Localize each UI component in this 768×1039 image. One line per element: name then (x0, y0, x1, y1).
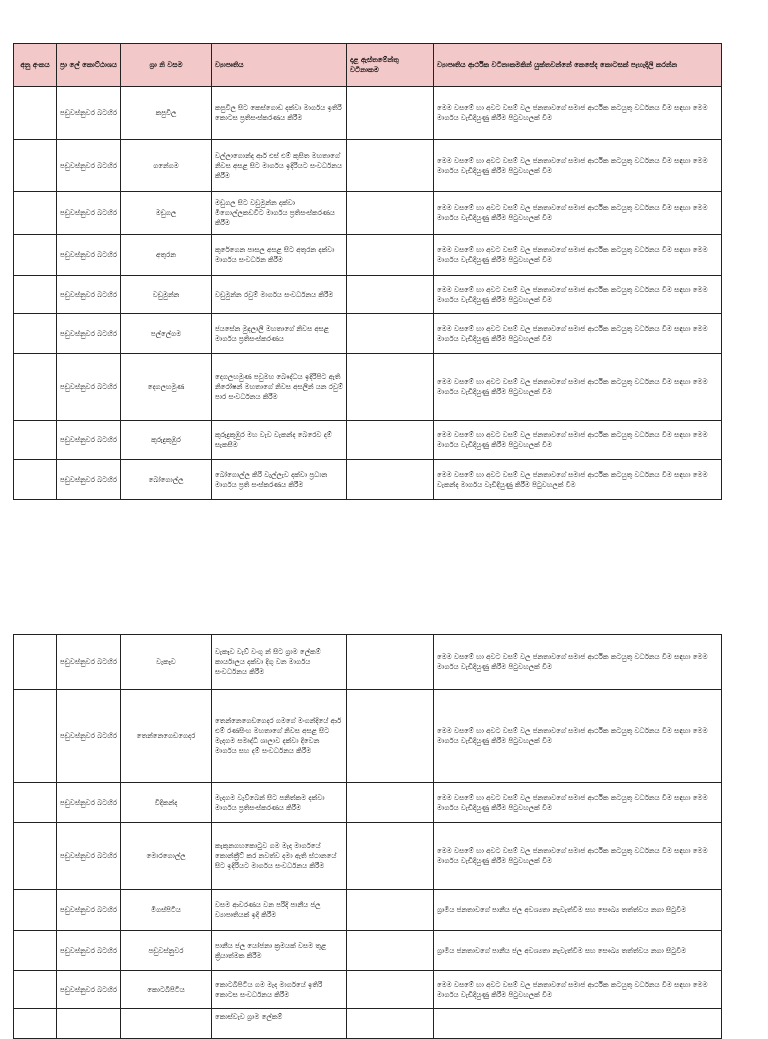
cell-estimated-cost (347, 823, 434, 890)
cell-division: පඩුවස්නුවර බටහිර (57, 87, 121, 140)
cell-estimated-cost (347, 690, 434, 783)
cell-gn-division: මඩුගල (121, 192, 212, 235)
cell-gn-division: මීගස්පිටිය (121, 890, 212, 931)
header-serial-no: අනු අංකය (14, 44, 57, 87)
table-row (14, 783, 722, 823)
cell-serial-no (14, 235, 57, 276)
cell-division: පඩුවස්නුවර බටහිර (57, 276, 121, 314)
cell-division: පඩුවස්නුවර බටහිර (57, 354, 121, 421)
cell-division: පඩුවස්නුවර බටහිර (57, 971, 121, 1009)
table-row (14, 890, 722, 931)
cell-project: මඩුගල සිට වඩුමුන්න දක්වා මීගොල්ලකඩවිට මාර්ගය ප්‍රතිසංස්කරණය කිරීම (212, 192, 347, 235)
cell-economic-benefit: මෙම වසමේ හා අවට වසම් වල ජනතාවගේ සමාජ ආර්ථික කටයුතු වර්ධනය වීම සඳහා මෙම මාර්ගය වැඩිදියුණු කිරීම පිටුවහලක් වීම (434, 314, 722, 354)
cell-serial-no (14, 140, 57, 192)
cell-serial-no (14, 87, 57, 140)
table-row (14, 823, 722, 890)
cell-serial-no (14, 192, 57, 235)
cell-serial-no (14, 890, 57, 931)
header-project: ව්‍යාපෘතිය (212, 44, 347, 87)
cell-serial-no (14, 460, 57, 500)
cell-economic-benefit: මෙම වසමේ හා අවට වසම් වල ජනතාවගේ සමාජ ආර්ථික කටයුතු වර්ධනය වීම සඳහා මෙම මාර්ගය වැඩිදියුණු කිරීම පිටුවහලක් වීම (434, 192, 722, 235)
cell-serial-no (14, 971, 57, 1009)
cell-project: ජයසේන මුදලාලි මහතාගේ නිවස අසළ මාර්ගය ප්‍රතිසංස්කරණය (212, 314, 347, 354)
cell-economic-benefit: මෙම වසමේ හා අවට වසම් වල ජනතාවගේ සමාජ ආර්ථික කටයුතු වර්ධනය වීම සඳහා මෙම මාර්ගය වැඩිදියුණු කිරීම පිටුවහලක් වීම (434, 971, 722, 1009)
cell-serial-no (14, 421, 57, 460)
cell-economic-benefit: මෙම වසමේ හා අවට වසම් වල ජනතාවගේ සමාජ ආර්ථික කටයුතු වර්ධනය වීම සඳහා මෙම මාර්ගය වැඩිදියුණු කිරීම පිටුවහලක් වීම (434, 823, 722, 890)
cell-project: පානීය ජල යෝජනා ක්‍රමයක් වසම තුළ ක්‍රියාත්මක කිරීම (212, 931, 347, 971)
header-gn-division: ග්‍රා නි වසම (121, 44, 212, 87)
cell-gn-division: කපුවිල (121, 87, 212, 140)
cell-serial-no (14, 783, 57, 823)
cell-project: කැකුනගහකොටුව ගම මැද මාර්ගයේ කොන්ක්‍රීට් කර නවත්ව දමා ඇති ස්ථානයේ සිට ඉදිරියට මාර්ගය සංවර්ධනය කිරීම (212, 823, 347, 890)
cell-gn-division: ගනේගම (121, 140, 212, 192)
table-row (14, 690, 722, 783)
cell-project: මැදගම වැව්බෙන් සිට පනිත්කම දක්වා මාර්ගය ප්‍රතිසංස්කරණය කිරීම (212, 783, 347, 823)
table-row (14, 421, 722, 460)
table-row (14, 235, 722, 276)
cell-economic-benefit: මෙම වසමේ හා අවට වසම් වල ජනතාවගේ සමාජ ආර්ථික කටයුතු වර්ධනය වීම සඳහා මෙම මාර්ගය වැඩිදියුණු කිරීම පිටුවහලක් වීම (434, 635, 722, 690)
cell-economic-benefit: මෙම වසමේ හා අවට වසම් වල ජනතාවගේ සමාජ ආර්ථික කටයුතු වර්ධනය වීම සඳහා මෙම මාර්ගය වැඩිදියුණු කිරීම පිටුවහලක් වීම (434, 276, 722, 314)
table-row (14, 460, 722, 500)
cell-division: පඩුවස්නුවර බටහිර (57, 460, 121, 500)
cell-project: වසම ආවරණය වන පරිදි පානීය ජල ව්‍යාපෘතියක් ඉදි කිරීම (212, 890, 347, 931)
cell-estimated-cost (347, 235, 434, 276)
cell-estimated-cost (347, 460, 434, 500)
cell-gn-division: පල්ලේගම (121, 314, 212, 354)
cell-estimated-cost (347, 276, 434, 314)
cell-gn-division: කොටබිපිටිය (121, 971, 212, 1009)
cell-economic-benefit: මෙම වසමේ හා අවට වසම් වල ජනතාවගේ සමාජ ආර්ථික කටයුතු වර්ධනය වීම සඳහා මෙම මාර්ගය වැඩිදියුණු කිරීම පිටුවහලක් වීම (434, 690, 722, 783)
cell-estimated-cost (347, 421, 434, 460)
cell-project: කුරේගෙන පාසල අසළ සිට අතුරන දක්වා මාර්ගය සංවර්ධන කිරීම (212, 235, 347, 276)
cell-estimated-cost (347, 192, 434, 235)
header-division: ප්‍රා ලේ කොට්ඨාශය (57, 44, 121, 87)
cell-gn-division: මොරගොල්ල (121, 823, 212, 890)
cell-project: කොස්වැව ග්‍රාම ලේකම් (212, 1009, 347, 1039)
cell-project: කොටබිපිටිය ගම මැද මාර්ගයේ ඉතිරි කොටස සංවර්ධනය කිරීම (212, 971, 347, 1009)
cell-division: පඩුවස්නුවර බටහිර (57, 635, 121, 690)
cell-serial-no (14, 276, 57, 314)
cell-economic-benefit: මෙම වසමේ හා අවට වසම් වල ජනතාවගේ සමාජ ආර්ථික කටයුතු වර්ධනය වීම සඳහා මෙම වැකන්ද මාර්ගය වැඩිදියුණු කිරීම පිටුවහලක් වීම (434, 460, 722, 500)
cell-estimated-cost (347, 635, 434, 690)
cell-division: පඩුවස්නුවර බටහිර (57, 314, 121, 354)
table-row (14, 140, 722, 192)
cell-gn-division: බෝගොල්ල (121, 460, 212, 500)
cell-economic-benefit: මෙම වසමේ හා අවට වසම් වල ජනතාවගේ සමාජ ආර්ථික කටයුතු වර්ධනය වීම සඳහා මෙම මාර්ගය වැඩිදියුණු කිරීම පිටුවහලක් වීම (434, 235, 722, 276)
cell-estimated-cost (347, 783, 434, 823)
cell-estimated-cost (347, 931, 434, 971)
cell-division: පඩුවස්නුවර බටහිර (57, 783, 121, 823)
cell-gn-division: පඩුවස්නුවර (121, 931, 212, 971)
cell-economic-benefit: මෙම වසමේ හා අවට වසම් වල ජනතාවගේ සමාජ ආර්ථික කටයුතු වර්ධනය වීම සඳහා මෙම මාර්ගය වැඩිදියුණු කිරීම පිටුවහලක් වීම (434, 87, 722, 140)
projects-table-1 (13, 43, 722, 500)
cell-economic-benefit: මෙම වසමේ හා අවට වසම් වල ජනතාවගේ සමාජ ආර්ථික කටයුතු වර්ධනය වීම සඳහා මෙම මාර්ගය වැඩිදියුණු කිරීම පිටුවහලක් වීම (434, 783, 722, 823)
header-economic-benefit: ව්‍යාපෘතිය ආර්ථික වටිනාකමකින් යුක්තවන්නේ කෙසේද කොටසක් පැහැදිලි කරන්න (434, 44, 722, 87)
table-row (14, 635, 722, 690)
cell-gn-division: වඩුමුන්න (121, 276, 212, 314)
cell-economic-benefit: ග්‍රාමීය ජනතාවගේ පානීය ජල අවශ්‍යතා නැවැත්වීම සහ සෞඛ්‍ය තත්ත්වය නගා සිටුවීම (434, 890, 722, 931)
cell-serial-no (14, 635, 57, 690)
cell-project: දෙගලහමුණ පවුමහ බෞද්ධය ඉදිරිපිට ඇති නිරෝෂන් මහතාගේ නිවස අසලින් යන රවුම් පාර සංවර්ධනය කිරීම (212, 354, 347, 421)
cell-serial-no (14, 931, 57, 971)
cell-gn-division: තෙන්නෙගෙඩගෙදර (121, 690, 212, 783)
cell-project: වල්ලාගොන්ද ආර් එස් එම් කුසිත මහතාගේ නිවස අසළ සිට මාර්ගය ඉදිරියට සංවර්ධනය කිරීම (212, 140, 347, 192)
cell-serial-no (14, 354, 57, 421)
cell-project: වැකෑව වැව් වංගු න් සිට ග්‍රාම ලේකම් කාර්යාලය දක්වා දිගු වන මාර්ගය සංවර්ධනය කිරීම (212, 635, 347, 690)
table-row (14, 276, 722, 314)
cell-project: කපුවිල සිට කෙස්ගොඩ දක්වා මාර්ගය ඉතිරි කොටස ප්‍රතිසංස්කරණය කිරීම (212, 87, 347, 140)
cell-project: බෝගොල්ල කිරි වැල්ලැව දක්වා ප්‍රධාන මාර්ගය ප්‍රති සංස්කරණය කිරීම (212, 460, 347, 500)
cell-division: පඩුවස්නුවර බටහිර (57, 823, 121, 890)
cell-estimated-cost (347, 140, 434, 192)
cell-division: පඩුවස්නුවර බටහිර (57, 690, 121, 783)
table-row (14, 192, 722, 235)
cell-gn-division: විදිකන්ද (121, 783, 212, 823)
header-estimated-cost: දළ ඇස්තමේන්තු වටිනාකම (347, 44, 434, 87)
cell-serial-no (14, 690, 57, 783)
cell-estimated-cost (347, 971, 434, 1009)
cell-gn-division: අතුරන (121, 235, 212, 276)
cell-division: පඩුවස්නුවර බටහිර (57, 235, 121, 276)
cell-estimated-cost (347, 890, 434, 931)
cell-gn-division: වැකෑව (121, 635, 212, 690)
cell-division: පඩුවස්නුවර බටහිර (57, 421, 121, 460)
table-header-row (14, 44, 722, 87)
cell-serial-no (14, 823, 57, 890)
cell-gn-division: දෙගලහමුණ (121, 354, 212, 421)
cell-estimated-cost (347, 354, 434, 421)
table-row (14, 971, 722, 1009)
cell-project: වඩුමුන්න රවුම් මාර්ගය සංවර්ධනය කිරීම (212, 276, 347, 314)
cell-estimated-cost (347, 314, 434, 354)
cell-project: තෙන්නෙගෙඩගෙදර ගමගේ මංගන්දියේ ආර් එම් රණසිංහ මහතාගේ නිවස අසළ සිට මැදගම සමෘද්ධි ශාලාව දක්වා දිවෙන මාර්ගය සහ දම් සංවර්ධනය කිරීම (212, 690, 347, 783)
cell-serial-no (14, 314, 57, 354)
cell-division: පඩුවස්නුවර බටහිර (57, 140, 121, 192)
cell-economic-benefit: මෙම වසමේ හා අවට වසම් වල ජනතාවගේ සමාජ ආර්ථික කටයුතු වර්ධනය වීම සඳහා මෙම මාර්ගය වැඩිදියුණු කිරීම පිටුවහලක් වීම (434, 140, 722, 192)
cell-project: කුරුදුකුඹුර මහ වැව වැකන්ද බෙරෙව දම් සැකසීම (212, 421, 347, 460)
cell-estimated-cost (347, 87, 434, 140)
cell-economic-benefit: ග්‍රාමීය ජනතාවගේ පානීය ජල අවශ්‍යතා නැවැත්වීම සහ සෞඛ්‍ය තත්ත්වය නගා සිටුවීම (434, 931, 722, 971)
table-row (14, 354, 722, 421)
table-row (14, 87, 722, 140)
cell-division: පඩුවස්නුවර බටහිර (57, 931, 121, 971)
cell-division: පඩුවස්නුවර බටහිර (57, 192, 121, 235)
cell-gn-division: කුරුදුකුඹුර (121, 421, 212, 460)
cell-division: පඩුවස්නුවර බටහිර (57, 890, 121, 931)
cell-economic-benefit: මෙම වසමේ හා අවට වසම් වල ජනතාවගේ සමාජ ආර්ථික කටයුතු වර්ධනය වීම සඳහා මෙම මාර්ගය වැඩිදියුණු කිරීම පිටුවහලක් වීම (434, 354, 722, 421)
table-row (14, 931, 722, 971)
table-row (14, 314, 722, 354)
projects-table-2 (13, 634, 722, 1039)
cell-economic-benefit: මෙම වසමේ හා අවට වසම් වල ජනතාවගේ සමාජ ආර්ථික කටයුතු වර්ධනය වීම සඳහා මෙම මාර්ගය වැඩිදියුණු කිරීම පිටුවහලක් වීම (434, 421, 722, 460)
